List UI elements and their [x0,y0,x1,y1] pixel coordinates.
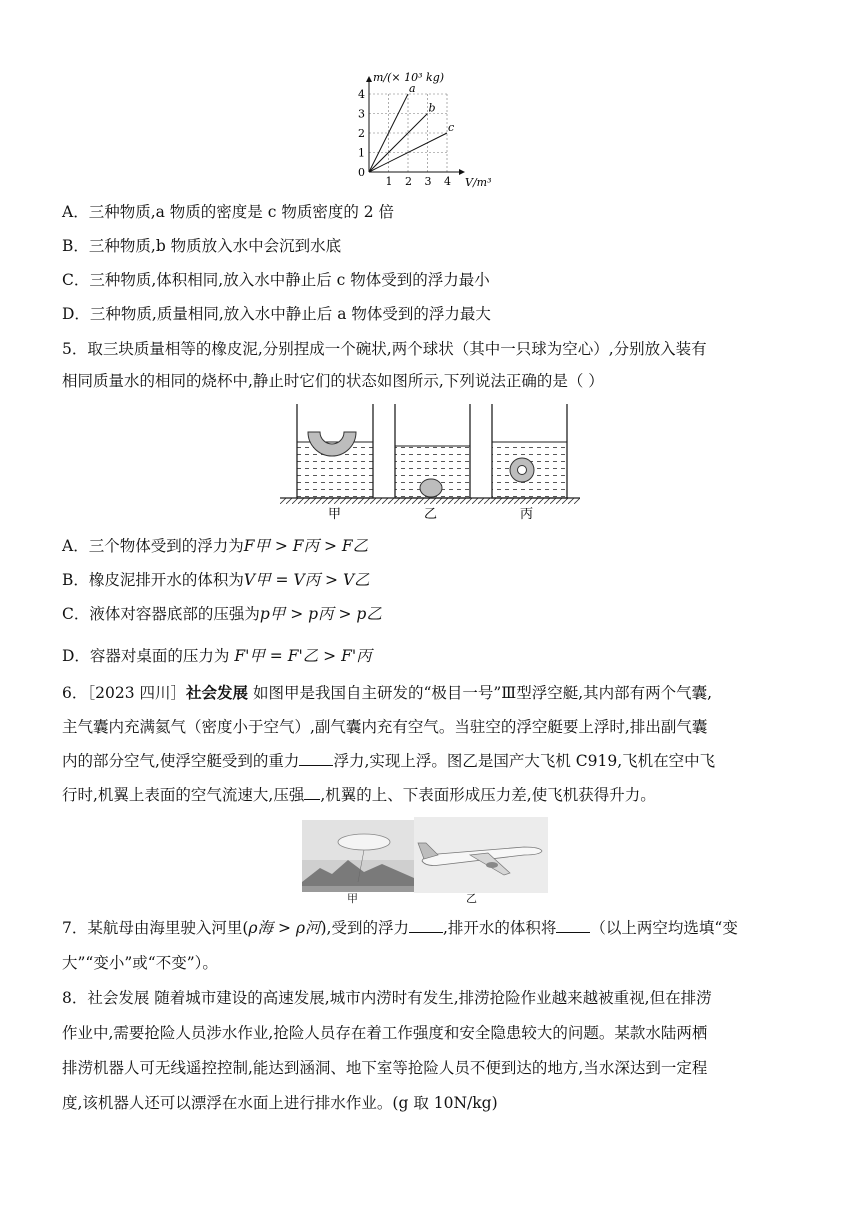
beaker-jia [297,404,373,498]
series-label-a: a [409,82,416,95]
airship-photo [302,820,414,892]
label-jia: 甲 [328,507,342,522]
q4-option-d: D．三种物质,质量相同,放入水中静止后 a 物体受到的浮力最大 [62,305,491,323]
q7-line2: 大”“变小”或“不变”）。 [62,954,218,972]
y-tick-label: 2 [358,127,365,140]
q6-tag: 社会发展 [186,683,249,702]
blank-3[interactable] [409,917,443,933]
photo-label-jia: 甲 [347,892,358,905]
blank-2[interactable] [304,784,320,800]
airship-shape [338,834,390,850]
y-tick-label: 3 [358,107,365,121]
q8-line4: 度,该机器人还可以漂浮在水面上进行排水作业。(g 取 10N/kg) [62,1094,498,1112]
photo-label-yi: 乙 [466,892,477,905]
x-tick-label: 3 [424,175,432,188]
x-axis-label: V/m³ [465,176,492,189]
label-bing: 丙 [520,507,534,522]
y-tick-label: 1 [358,146,365,160]
x-tick-label: 2 [405,175,412,188]
beaker-yi [395,404,470,498]
y-tick-label: 4 [358,88,365,101]
mass-volume-graph [345,62,505,192]
blank-1[interactable] [299,750,333,766]
blank-4[interactable] [556,917,590,933]
series-label-c: c [448,121,455,134]
c919-photo [414,817,548,893]
q5-expr-c: p甲 > p丙 > p乙 [259,605,382,623]
q6-line1: 6．［2023 四川］社会发展 如图甲是我国自主研发的“极目一号”Ⅲ型浮空艇,其内部有两个气囊, [62,683,713,702]
q4-option-a: A．三种物质,a 物质的密度是 c 物质密度的 2 倍 [62,203,395,221]
q5-option-b: B．橡皮泥排开水的体积为V甲 = V丙 > V乙 [62,571,370,589]
q5-expr-b: V甲 = V丙 > V乙 [243,571,370,589]
q4-option-c: C．三种物质,体积相同,放入水中静止后 c 物体受到的浮力最小 [62,271,490,289]
y-axis-label: m/(× 10³ kg) [373,71,445,84]
three-beakers-figure [280,402,580,524]
y-axis-arrow [366,76,372,82]
solid-ball [420,479,442,497]
q5-stem-line2: 相同质量水的相同的烧杯中,静止时它们的状态如图所示,下列说法正确的是（ ） [62,372,604,390]
q5-option-d: D．容器对桌面的压力为 F'甲 = F'乙 > F'丙 [62,647,372,665]
beaker-bing [492,404,567,498]
series-line-b [369,114,428,173]
q5-stem-line1: 5．取三块质量相等的橡皮泥,分别捏成一个碗状,两个球状（其中一只球为空心）,分别放入装有 [62,340,707,358]
x-tick-label: 1 [385,175,393,188]
q8-line2: 作业中,需要抢险人员涉水作业,抢险人员存在着工作强度和安全隐患较大的问题。某款水陆两栖 [62,1024,708,1042]
q8-line3: 排涝机器人可无线遥控控制,能达到涵洞、地下室等抢险人员不便到达的地方,当水深达到一定程 [62,1059,708,1077]
x-tick-label: 4 [444,175,451,188]
y-tick-label: 0 [358,166,365,179]
q4-option-b: B．三种物质,b 物质放入水中会沉到水底 [62,237,342,255]
q6-line2: 主气囊内充满氦气（密度小于空气）,副气囊内充有空气。当驻空的浮空艇要上浮时,排出副气囊 [62,718,708,736]
q6-line4: 行时,机翼上表面的空气流速大,压强 ,机翼的上、下表面形成压力差,使飞机获得升力。 [62,786,656,804]
q5-option-c: C．液体对容器底部的压强为p甲 > p丙 > p乙 [62,605,382,623]
q8-line1: 8．社会发展 随着城市建设的高速发展,城市内涝时有发生,排涝抢险作业越来越被重视,但在排涝 [62,989,712,1007]
x-axis-arrow [459,169,465,175]
q6-line3: 内的部分空气,使浮空艇受到的重力 浮力,实现上浮。图乙是国产大飞机 C919,飞机在空中飞 [62,752,716,770]
q5-option-a: A．三个物体受到的浮力为F甲 > F丙 > F乙 [62,537,369,555]
chart-series [369,82,454,172]
rho-expression: ρ海 > ρ河 [248,919,321,937]
q7-line1: 7．某航母由海里驶入河里(ρ海 > ρ河),受到的浮力 ,排开水的体积将 （以上两空均选填“变 [62,919,738,937]
series-label-b: b [428,101,436,115]
q5-expr-d: F'甲 = F'乙 > F'丙 [234,647,372,665]
label-yi: 乙 [424,507,438,522]
q5-expr-a: F甲 > F丙 > F乙 [243,537,369,555]
